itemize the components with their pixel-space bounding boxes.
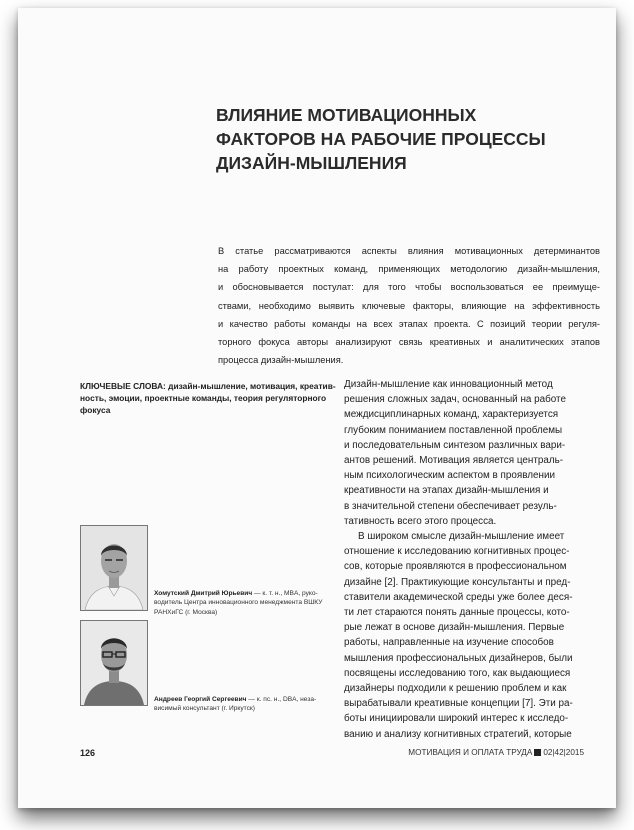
author-details: РАНХиГС (г. Москва): [154, 608, 218, 616]
author-photo-khomutsky: [80, 525, 148, 611]
abstract-line: процесса дизайн-мышления.: [218, 355, 344, 366]
body-line: В широком смысле дизайн-мышление имеет: [358, 531, 565, 543]
magazine-name: МОТИВАЦИЯ И ОПЛАТА ТРУДА: [408, 748, 533, 757]
abstract-line: торного фокуса авторы анализируют связь креативных и аналитических этапов: [218, 337, 600, 348]
body-line: междисциплинарных команд, характеризуется: [344, 409, 559, 421]
body-line: дизайнеры подходили к решению проблем и как: [344, 683, 567, 695]
square-separator-icon: [534, 749, 541, 756]
keywords-block: КЛЮЧЕВЫЕ СЛОВА: дизайн-мышление, мотивация, креативность, эмоции, проектные команды, теория регуляторного фокуса: [80, 381, 336, 415]
body-line: работы, направленные на изучение способов: [344, 637, 554, 649]
author-details: — к. пс. н., DBA, неза-: [248, 696, 317, 703]
body-line: в значительной степени обеспечивает резуль-: [344, 500, 557, 512]
body-line: антов решений. Мотивация является централь-: [344, 455, 564, 467]
body-line: тативность всего этого процесса.: [344, 515, 497, 527]
body-line: вырабатывали креативные концепции [7]. Эти ра-: [344, 698, 573, 710]
abstract-line: В статье рассматриваются аспекты влияния мотивационных детерминантов: [218, 246, 600, 256]
body-line: посвящены исследованию того, как выдающиеся: [344, 667, 571, 679]
journal-page: [18, 8, 616, 808]
title-line: ДИЗАЙН-МЫШЛЕНИЯ: [216, 153, 407, 173]
page-number: 126: [80, 748, 96, 758]
body-line: сов, которые проявляются в профессиональном: [344, 561, 567, 573]
author-photo-andreev: [80, 620, 148, 706]
author-name: Андреев Георгий Сергеевич: [154, 696, 249, 703]
abstract-line: ствами, необходимо выявить ключевые факторы, влияющие на эффективность: [218, 300, 600, 311]
body-line: ным психологическим аспектом в проявлении: [344, 470, 555, 482]
article-abstract: [218, 242, 600, 369]
body-line: ти лет стараются понять данные процессы, кото-: [344, 607, 570, 619]
body-line: ставители академической среды уже более деся-: [344, 591, 573, 603]
body-line: ванию и анализу когнитивных стратегий, которые: [344, 728, 572, 740]
title-line: ФАКТОРОВ НА РАБОЧИЕ ПРОЦЕССЫ: [216, 129, 546, 149]
body-line: дизайне [2]. Практикующие консультанты и пред-: [344, 576, 571, 588]
article-body-column: [344, 377, 600, 742]
author-name: Хомутский Дмитрий Юрьевич: [154, 590, 254, 597]
author-details: висимый консультант (г. Иркутск): [154, 705, 255, 713]
abstract-line: на работу проектных команд, применяющих методологию дизайн-мышления,: [218, 264, 600, 275]
body-line: отношение к исследованию когнитивных процес-: [344, 546, 570, 558]
author-details: водитель Центра инновационного менеджмента ВШКУ: [154, 599, 323, 607]
article-title: [216, 103, 546, 175]
body-line: мышления профессиональных дизайнеров, были: [344, 652, 573, 664]
body-line: рые лежат в основе дизайн-мышления. Первые: [344, 622, 565, 634]
body-line: глубоким пониманием поставленной проблемы: [344, 424, 563, 436]
body-line: и последовательным синтезом различных вари-: [344, 439, 566, 451]
body-line: решения сложных задач, основанный на работе: [344, 394, 566, 406]
title-line: ВЛИЯНИЕ МОТИВАЦИОННЫХ: [216, 105, 477, 125]
abstract-line: и обосновывается постулат: для того чтобы воспользоваться ее преимуще-: [218, 282, 600, 293]
author-caption-andreev: [154, 695, 344, 714]
body-line: боты инициировали широкий интерес к исследо-: [344, 713, 569, 725]
body-line: Дизайн-мышление как инновационный метод: [344, 379, 553, 390]
abstract-line: и качество работы команды на всех этапах проекта. С позиций теории регуля-: [218, 318, 600, 329]
issue-number: 02|42|2015: [543, 748, 584, 757]
magazine-footer: [408, 748, 584, 757]
author-details: — к. т. н., MBA, руко-: [253, 590, 318, 597]
body-line: креативности на этапах дизайн-мышления и: [344, 485, 549, 497]
author-caption-khomutsky: [154, 589, 344, 617]
